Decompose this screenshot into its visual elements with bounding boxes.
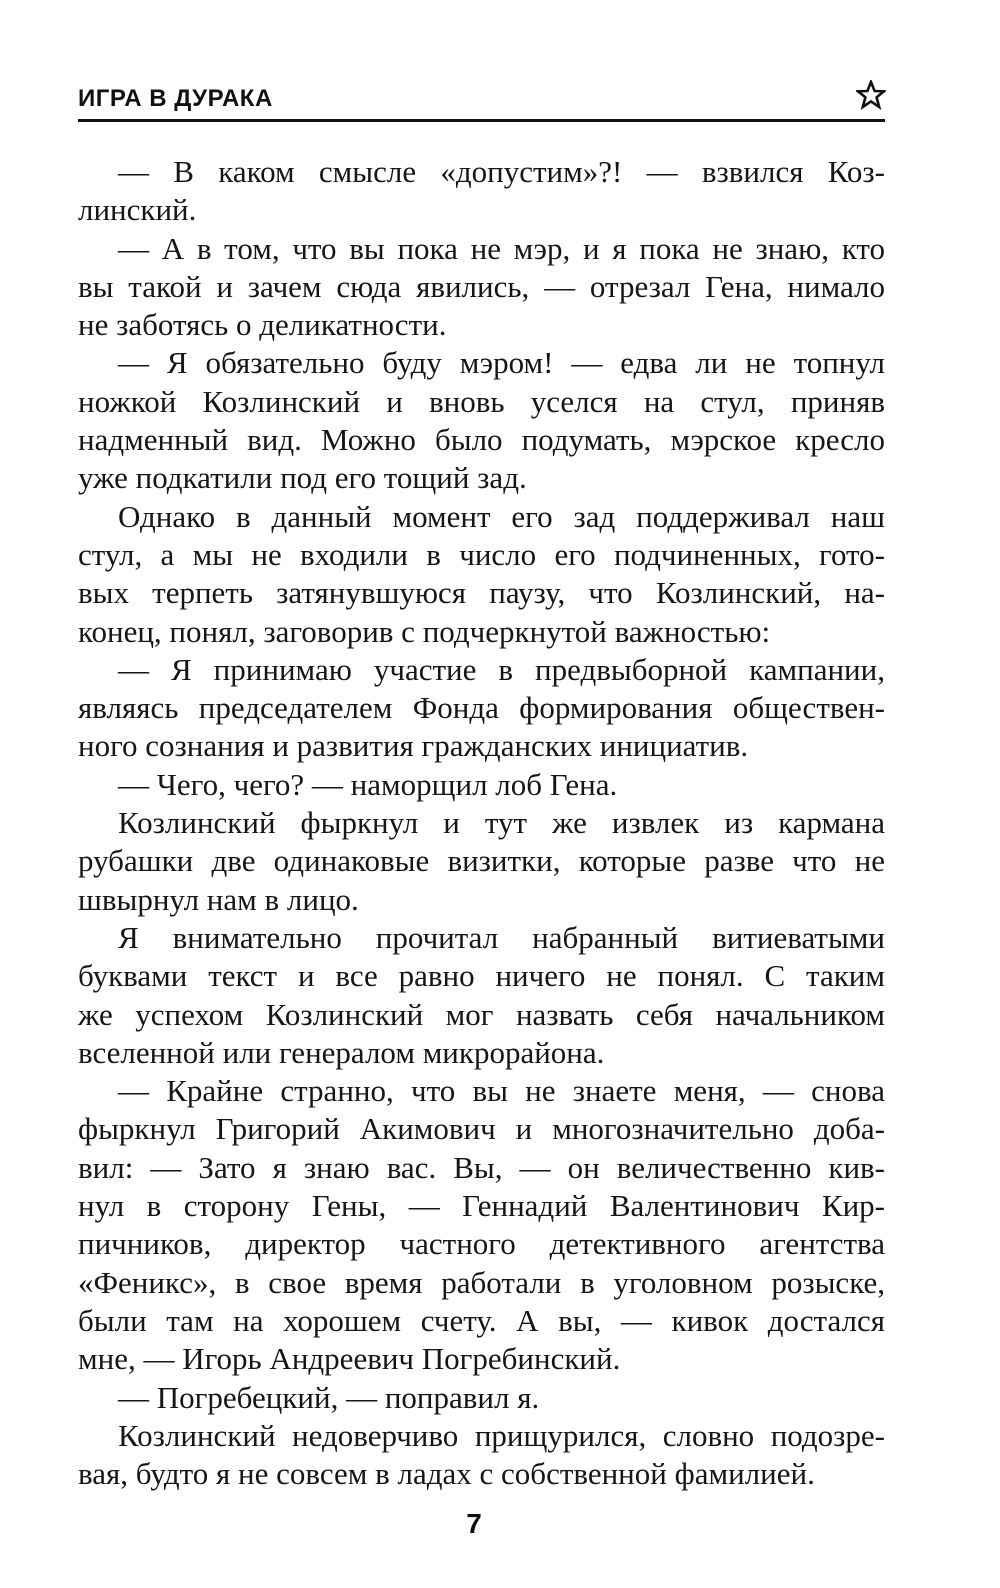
text-line: — Я принимаю участие в предвыборной кампании,: [118, 651, 885, 687]
text-line: вселенной или генералом микрорайона.: [78, 1034, 605, 1070]
text-line: конец, понял, заговорив с подчеркнутой важностью:: [78, 613, 771, 649]
text-line: Я внимательно прочитал набранный витиеватыми: [118, 919, 885, 955]
text-line: фыркнул Григорий Акимович и многозначительно доба-: [78, 1111, 885, 1147]
text-line: — А в том, что вы пока не мэр, и я пока не знаю, кто: [118, 230, 885, 266]
paragraph: [78, 1417, 885, 1494]
paragraph: [78, 1379, 885, 1417]
running-head-title: ИГРА В ДУРАКА: [78, 85, 273, 112]
text-line: нул в сторону Гены, — Геннадий Валентинович Кир-: [78, 1188, 885, 1224]
paragraph: [78, 804, 885, 919]
star-icon: [856, 80, 886, 110]
text-line: Козлинский недоверчиво прищурился, словно подозре-: [118, 1417, 885, 1453]
text-line: стул, а мы не входили в число его подчиненных, гото-: [78, 536, 885, 572]
text-line: мне, — Игорь Андреевич Погребинский.: [78, 1341, 621, 1377]
paragraph: [78, 153, 885, 230]
text-line: — Погребецкий, — поправил я.: [118, 1379, 540, 1415]
paragraph: [78, 766, 885, 804]
page-number: 7: [466, 1508, 482, 1539]
text-line: пичников, директор частного детективного агентства: [78, 1226, 885, 1262]
text-line: рубашки две одинаковые визитки, которые разве что не: [78, 843, 885, 879]
text-line: — В каком смысле «допустим»?! — взвился Коз-: [118, 154, 885, 189]
text-line: были там на хорошем счету. А вы, — кивок достался: [78, 1302, 885, 1338]
paragraph: [78, 651, 885, 766]
paragraph: [78, 1072, 885, 1378]
text-line: вых терпеть затянувшуюся паузу, что Козлинский, на-: [78, 575, 885, 611]
paragraph: [78, 919, 885, 1072]
page-body: [78, 153, 885, 1493]
header-rule: [78, 119, 885, 122]
text-line: — Я обязательно буду мэром! — едва ли не топнул: [118, 345, 885, 381]
text-line: «Феникс», в свое время работали в уголовном розыске,: [78, 1264, 885, 1300]
text-line: ного сознания и развития гражданских инициатив.: [78, 728, 749, 764]
text-line: — Чего, чего? — наморщил лоб Гена.: [118, 766, 618, 802]
text-line: буквами текст и все равно ничего не понял. С таким: [78, 958, 885, 994]
text-line: вая, будто я не совсем в ладах с собственной фамилией.: [78, 1456, 815, 1492]
text-line: швырнул нам в лицо.: [78, 881, 359, 917]
text-line: вы такой и зачем сюда явились, — отрезал Гена, нимало: [78, 268, 885, 304]
text-line: не заботясь о деликатности.: [78, 307, 447, 343]
text-line: Козлинский фыркнул и тут же извлек из кармана: [118, 805, 885, 841]
paragraph: [78, 344, 885, 497]
text-line: надменный вид. Можно было подумать, мэрское кресло: [78, 422, 885, 458]
text-line: — Крайне странно, что вы не знаете меня, — снова: [118, 1073, 885, 1109]
text-line: являясь председателем Фонда формирования обществен-: [78, 690, 885, 726]
text-line: ножкой Козлинский и вновь уселся на стул, приняв: [78, 383, 885, 419]
text-line: линский.: [78, 192, 197, 228]
text-line: Однако в данный момент его зад поддерживал наш: [118, 498, 885, 534]
text-line: уже подкатили под его тощий зад.: [78, 460, 527, 496]
text-line: же успехом Козлинский мог назвать себя начальником: [78, 996, 885, 1032]
paragraph: [78, 230, 885, 345]
paragraph: [78, 498, 885, 651]
text-line: вил: — Зато я знаю вас. Вы, — он величественно кив-: [78, 1149, 885, 1185]
